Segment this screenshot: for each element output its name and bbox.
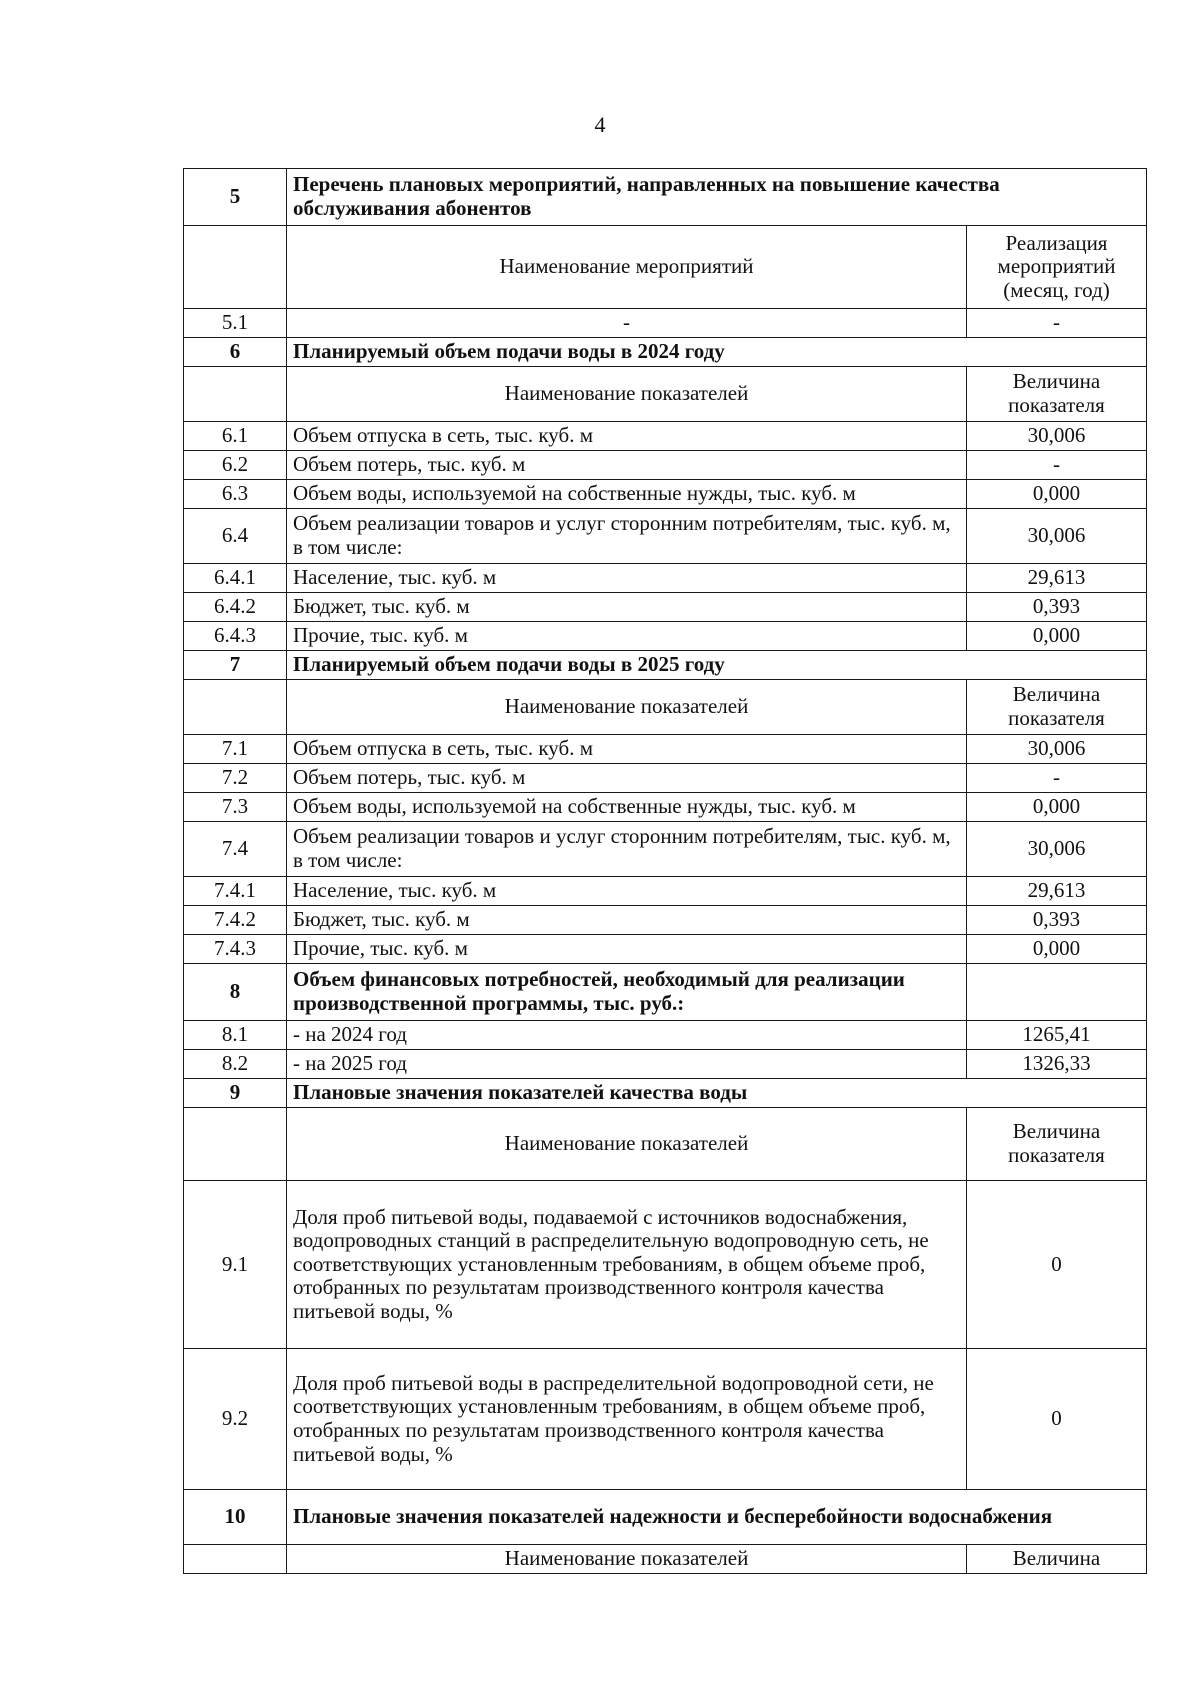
- table-row: [184, 822, 1147, 877]
- row-name: Прочие, тыс. куб. м: [287, 622, 967, 651]
- table-row: [184, 1349, 1147, 1490]
- section-row: [184, 1490, 1147, 1545]
- section-row: [184, 964, 1147, 1021]
- column-header-name: Наименование показателей: [287, 367, 967, 422]
- empty-cell: [184, 367, 287, 422]
- row-value: -: [967, 764, 1147, 793]
- section-title: Перечень плановых мероприятий, направленных на повышение качества обслуживания абонентов: [287, 169, 1147, 226]
- table-row: [184, 735, 1147, 764]
- table-header-row: [184, 367, 1147, 422]
- table-row: [184, 564, 1147, 593]
- row-number: 7.4.3: [184, 935, 287, 964]
- row-number: 6.4: [184, 509, 287, 564]
- empty-cell: [184, 1108, 287, 1181]
- row-value: 0,393: [967, 593, 1147, 622]
- section-number: 9: [184, 1079, 287, 1108]
- row-value: -: [967, 309, 1147, 338]
- row-name: Доля проб питьевой воды в распределительной водопроводной сети, не соответствующих установленным требованиям, в общем объеме проб, отобранных по результатам производственного контроля качества питьевой воды, %: [287, 1349, 967, 1490]
- row-number: 6.4.1: [184, 564, 287, 593]
- row-value: 30,006: [967, 822, 1147, 877]
- row-name: Доля проб питьевой воды, подаваемой с источников водоснабжения, водопроводных станций в распределительную водопроводную сеть, не соответствующих установленным требованиям, в общем объеме проб, отобранных по результатам производственного контроля качества питьевой воды, %: [287, 1181, 967, 1349]
- row-value: 0,000: [967, 480, 1147, 509]
- row-value: 0: [967, 1181, 1147, 1349]
- column-header-value: Величина показателя: [967, 1108, 1147, 1181]
- table-row: [184, 1050, 1147, 1079]
- table-row: [184, 793, 1147, 822]
- row-value: -: [967, 451, 1147, 480]
- empty-cell: [184, 680, 287, 735]
- section-row: [184, 1079, 1147, 1108]
- section-row: [184, 651, 1147, 680]
- row-number: 7.3: [184, 793, 287, 822]
- row-number: 6.2: [184, 451, 287, 480]
- section-row: [184, 338, 1147, 367]
- row-name: Прочие, тыс. куб. м: [287, 935, 967, 964]
- row-value: 0,000: [967, 622, 1147, 651]
- table-row: [184, 480, 1147, 509]
- section-row: [184, 169, 1147, 226]
- row-value: 30,006: [967, 422, 1147, 451]
- page-number: 4: [594, 112, 606, 137]
- section-title: Планируемый объем подачи воды в 2025 году: [287, 651, 1147, 680]
- section-title: Плановые значения показателей надежности и бесперебойности водоснабжения: [287, 1490, 1147, 1545]
- section-title: Планируемый объем подачи воды в 2024 году: [287, 338, 1147, 367]
- table-row: [184, 935, 1147, 964]
- table-row: [184, 509, 1147, 564]
- row-value: 1326,33: [967, 1050, 1147, 1079]
- table-header-row: [184, 680, 1147, 735]
- row-value: 0,000: [967, 935, 1147, 964]
- production-program-table: [183, 168, 1147, 1574]
- table-row: [184, 309, 1147, 338]
- row-value: 0: [967, 1349, 1147, 1490]
- empty-cell: [184, 226, 287, 309]
- row-name: Объем воды, используемой на собственные нужды, тыс. куб. м: [287, 793, 967, 822]
- table-row: [184, 622, 1147, 651]
- row-name: Объем отпуска в сеть, тыс. куб. м: [287, 735, 967, 764]
- row-number: 9.2: [184, 1349, 287, 1490]
- table-row: [184, 593, 1147, 622]
- section-number: 10: [184, 1490, 287, 1545]
- table-row: [184, 1021, 1147, 1050]
- section-title: Объем финансовых потребностей, необходимый для реализации производственной программы, тыс. руб.:: [287, 964, 967, 1021]
- empty-cell: [967, 964, 1147, 1021]
- row-name: - на 2024 год: [287, 1021, 967, 1050]
- row-value: 1265,41: [967, 1021, 1147, 1050]
- table-row: [184, 764, 1147, 793]
- column-header-value: Величина показателя: [967, 680, 1147, 735]
- row-name: Бюджет, тыс. куб. м: [287, 906, 967, 935]
- table-header-row: [184, 226, 1147, 309]
- row-number: 5.1: [184, 309, 287, 338]
- table-row: [184, 906, 1147, 935]
- section-number: 8: [184, 964, 287, 1021]
- table-header-row: [184, 1545, 1147, 1574]
- row-number: 7.4.2: [184, 906, 287, 935]
- row-name: -: [287, 309, 967, 338]
- column-header-name: Наименование показателей: [287, 1108, 967, 1181]
- row-number: 7.1: [184, 735, 287, 764]
- row-number: 9.1: [184, 1181, 287, 1349]
- column-header-name: Наименование показателей: [287, 680, 967, 735]
- row-value: 30,006: [967, 735, 1147, 764]
- section-number: 6: [184, 338, 287, 367]
- column-header-value: Величина показателя: [967, 367, 1147, 422]
- row-name: - на 2025 год: [287, 1050, 967, 1079]
- row-value: 29,613: [967, 877, 1147, 906]
- table-row: [184, 877, 1147, 906]
- row-value: 0,000: [967, 793, 1147, 822]
- column-header-name: Наименование показателей: [287, 1545, 967, 1574]
- row-number: 7.4: [184, 822, 287, 877]
- row-number: 7.2: [184, 764, 287, 793]
- row-name: Население, тыс. куб. м: [287, 564, 967, 593]
- section-number: 5: [184, 169, 287, 226]
- row-name: Объем отпуска в сеть, тыс. куб. м: [287, 422, 967, 451]
- row-value: 30,006: [967, 509, 1147, 564]
- section-title: Плановые значения показателей качества воды: [287, 1079, 1147, 1108]
- table-row: [184, 451, 1147, 480]
- table-header-row: [184, 1108, 1147, 1181]
- row-name: Население, тыс. куб. м: [287, 877, 967, 906]
- row-name: Объем потерь, тыс. куб. м: [287, 451, 967, 480]
- row-number: 6.4.2: [184, 593, 287, 622]
- row-name: Бюджет, тыс. куб. м: [287, 593, 967, 622]
- row-number: 8.1: [184, 1021, 287, 1050]
- row-value: 29,613: [967, 564, 1147, 593]
- empty-cell: [184, 1545, 287, 1574]
- row-name: Объем реализации товаров и услуг сторонним потребителям, тыс. куб. м, в том числе:: [287, 822, 967, 877]
- section-number: 7: [184, 651, 287, 680]
- column-header-name: Наименование мероприятий: [287, 226, 967, 309]
- row-number: 6.4.3: [184, 622, 287, 651]
- row-number: 7.4.1: [184, 877, 287, 906]
- column-header-value: Величина: [967, 1545, 1147, 1574]
- row-number: 6.1: [184, 422, 287, 451]
- row-name: Объем потерь, тыс. куб. м: [287, 764, 967, 793]
- row-value: 0,393: [967, 906, 1147, 935]
- row-number: 8.2: [184, 1050, 287, 1079]
- column-header-value: Реализация мероприятий (месяц, год): [967, 226, 1147, 309]
- row-name: Объем воды, используемой на собственные нужды, тыс. куб. м: [287, 480, 967, 509]
- table-row: [184, 422, 1147, 451]
- row-name: Объем реализации товаров и услуг сторонним потребителям, тыс. куб. м, в том числе:: [287, 509, 967, 564]
- row-number: 6.3: [184, 480, 287, 509]
- table-row: [184, 1181, 1147, 1349]
